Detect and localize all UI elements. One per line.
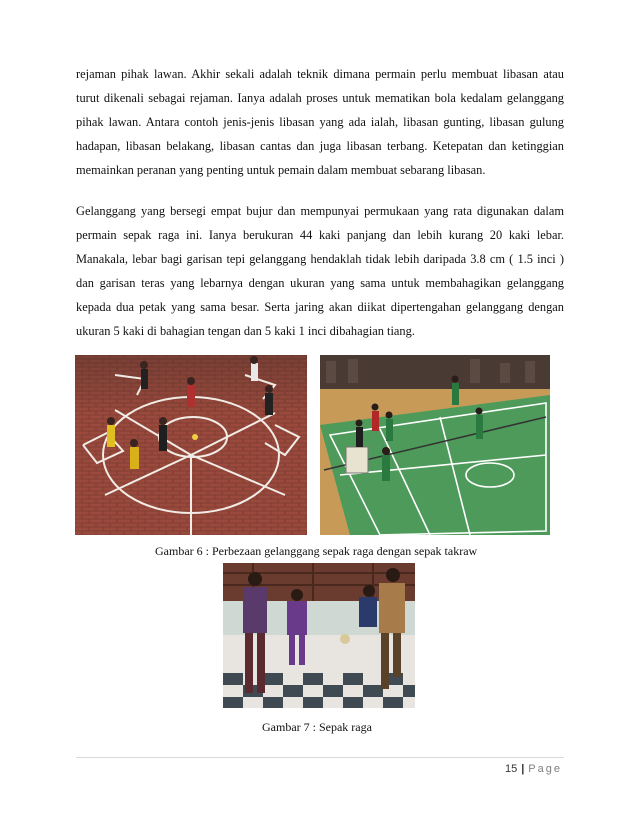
sepak-raga-court-illustration (75, 355, 307, 535)
text-line: Manakala, lebar bagi garisan tepi gelanggang hendaklah tidak lebih daripada 3.8 cm ( 1.5 inci ) (76, 252, 564, 266)
page-footer (505, 763, 562, 775)
figure-7-caption: Gambar 7 : Sepak raga (262, 720, 372, 734)
sepak-raga-players-photo (223, 563, 415, 708)
text-line: ukuran 5 kaki di bahagian tengan dan 5 kaki 1 inci dibahagian tiang. (76, 324, 415, 338)
text-line: Gelanggang yang bersegi empat bujur dan mempunyai permukaan yang rata digunakan dalam (76, 204, 564, 218)
sepak-takraw-court-photo (320, 355, 550, 535)
text-line: kepada dua petak yang sama besar. Serta jaring akan diikat dipertengahan gelanggang dengan (76, 300, 564, 314)
paragraph-2 (76, 199, 564, 343)
text-line: hadapan, libasan belakang, libasan cantas dan juga libasan terbang. Ketepatan dan ketinggian (76, 139, 564, 153)
paragraph-1 (76, 62, 564, 182)
figure-6-caption: Gambar 6 : Perbezaan gelanggang sepak raga dengan sepak takraw (155, 544, 478, 558)
page-label: Page (528, 763, 562, 775)
footer-rule (76, 757, 564, 758)
text-line: turut dikenali sebagai rejaman. Ianya adalah proses untuk mematikan bola kedalam gelanggang (76, 91, 564, 105)
sepak-takraw-court-illustration (320, 355, 550, 535)
text-line: dan garisan teras yang lebarnya dengan ukuran yang sama untuk membahagikan gelanggang (76, 276, 564, 290)
sepak-raga-court-photo (75, 355, 307, 535)
page-number: 15 (504, 763, 518, 775)
text-line: memainkan peranan yang penting untuk pemain dalam membuat sebarang libasan. (76, 163, 486, 177)
text-line: permain sepak raga ini. Ianya berukuran 44 kaki panjang dan lebih kurang 20 kaki lebar. (76, 228, 564, 242)
sepak-raga-players-illustration (223, 563, 415, 708)
footer-separator: | (521, 763, 525, 775)
text-line: pihak lawan. Antara contoh jenis-jenis libasan yang ada ialah, libasan gunting, libasan gulung (76, 115, 564, 129)
text-line: rejaman pihak lawan. Akhir sekali adalah teknik dimana permain perlu membuat libasan atau (76, 67, 564, 81)
